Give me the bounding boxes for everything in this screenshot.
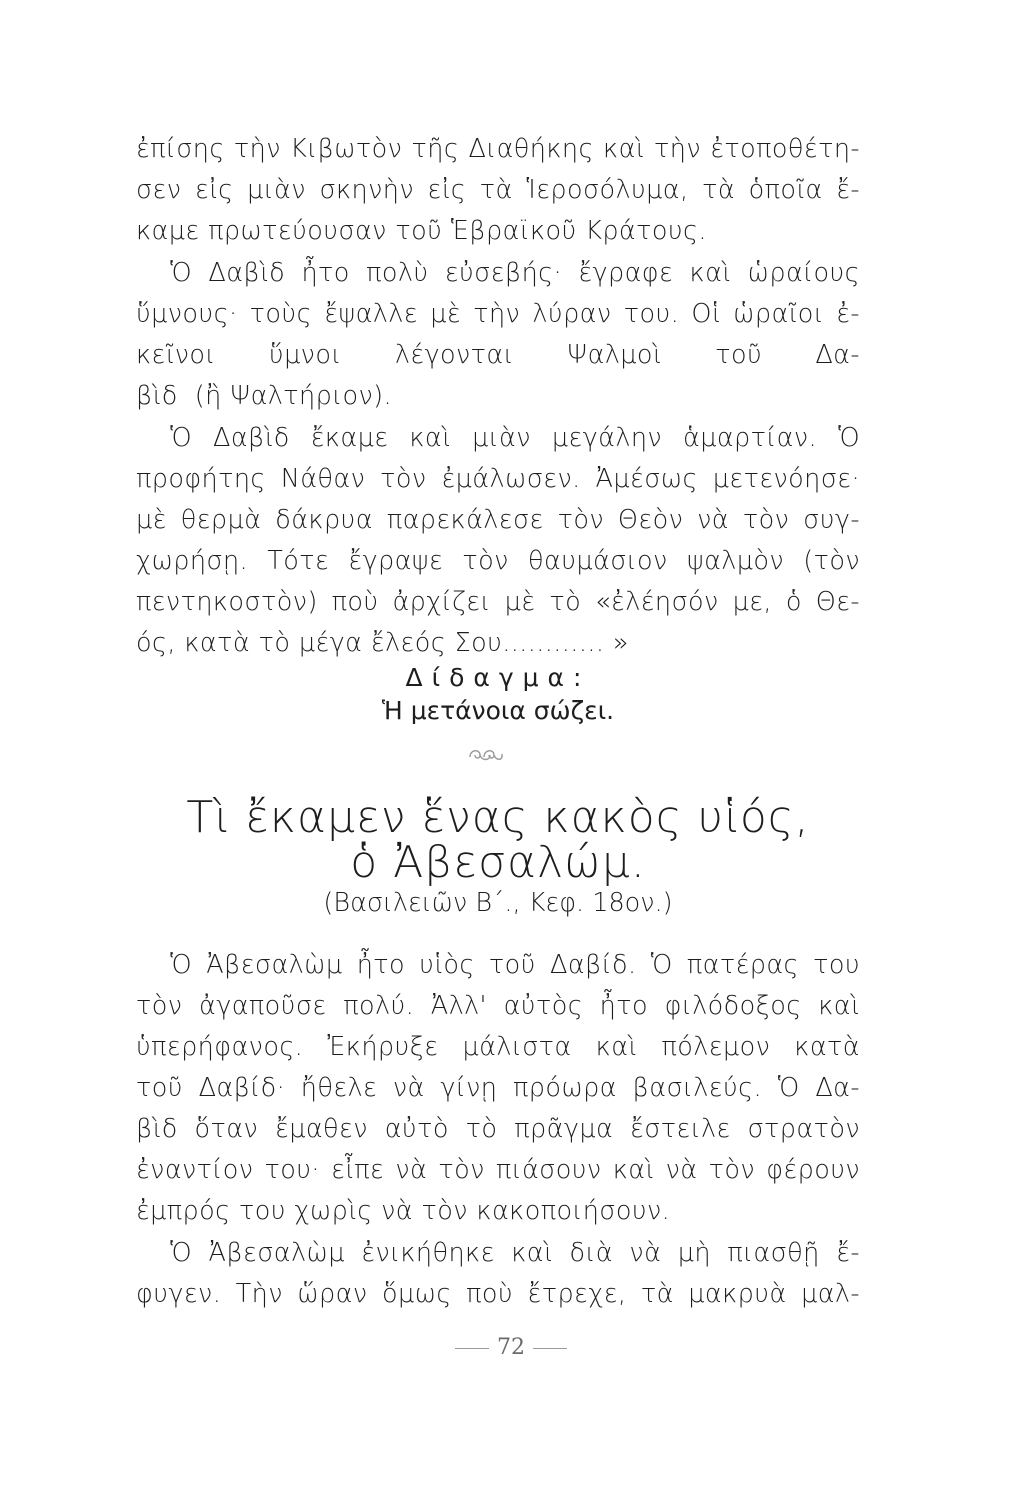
- text-line: βὶδ ὅταν ἔμαθεν αὐτὸ τὸ πρᾶγμα ἔστειλε στρατὸν: [136, 1114, 860, 1144]
- text-line: Ὁ Δαβὶδ ἦτο πολὺ εὐσεβής· ἔγραφε καὶ ὡραίους: [170, 258, 860, 288]
- page-number-value: 72: [497, 1335, 525, 1360]
- text-line: τὸν ἀγαποῦσε πολύ. Ἀλλ' αὐτὸς ἦτο φιλόδοξος καὶ: [136, 991, 860, 1021]
- text-line: καμε πρωτεύουσαν τοῦ Ἑβραϊκοῦ Κράτους.: [136, 216, 707, 246]
- text-line: προφήτης Νάθαν τὸν ἐμάλωσεν. Ἀμέσως μετενόησε·: [136, 464, 860, 494]
- text-line: βὶδ (ἢ Ψαλτήριον).: [136, 381, 392, 411]
- text-line: Ὁ Δαβὶδ ἔκαμε καὶ μιὰν μεγάλην ἁμαρτίαν. Ὁ: [170, 423, 860, 453]
- text-line: σεν εἰς μιὰν σκηνὴν εἰς τὰ Ἱεροσόλυμα, τὰ ὁποῖα ἔ-: [136, 175, 860, 205]
- chapter-reference: (Βασιλειῶν Β΄., Κεφ. 18ον.): [323, 888, 673, 918]
- chapter-title: Τὶ ἔκαμεν ἕνας κακὸς υἱός,: [186, 792, 810, 843]
- text-line: ὕμνους· τοὺς ἔψαλλε μὲ τὴν λύραν του. Οἱ ὡραῖοι ἐ-: [136, 299, 860, 329]
- text-line: ἐναντίον του· εἶπε νὰ τὸν πιάσουν καὶ νὰ τὸν φέρουν: [136, 1155, 860, 1185]
- page-number-dash-right: [533, 1348, 567, 1349]
- lesson-text: Ἡ μετάνοια σώζει.: [381, 696, 615, 725]
- text-line: πεντηκοστὸν) ποὺ ἀρχίζει μὲ τὸ «ἐλέησόν με, ὁ Θε-: [136, 587, 860, 617]
- page-number-dash-left: [455, 1348, 489, 1349]
- text-line: χωρήσῃ. Τότε ἔγραψε τὸν θαυμάσιον ψαλμὸν (τὸν: [136, 546, 860, 576]
- text-line: ἐμπρός του χωρὶς νὰ τὸν κακοποιήσουν.: [136, 1196, 671, 1226]
- text-line: τοῦ Δαβίδ· ἤθελε νὰ γίνῃ πρόωρα βασιλεύς. Ὁ Δα-: [136, 1073, 860, 1103]
- text-line: φυγεν. Τὴν ὥραν ὅμως ποὺ ἔτρεχε, τὰ μακρυὰ μαλ-: [136, 1279, 860, 1309]
- text-line: ἐπίσης τὴν Κιβωτὸν τῆς Διαθήκης καὶ τὴν ἐτοποθέτη-: [136, 134, 860, 164]
- text-line: ὑπερήφανος. Ἐκήρυξε μάλιστα καὶ πόλεμον κατὰ: [136, 1032, 860, 1062]
- lesson-label: Δίδαγμα:: [405, 663, 591, 692]
- text-line: Ὁ Ἀβεσαλὼμ ἐνικήθηκε καὶ διὰ νὰ μὴ πιασθῇ ἔ-: [170, 1238, 860, 1268]
- page-number: [436, 1334, 586, 1362]
- text-line: μὲ θερμὰ δάκρυα παρεκάλεσε τὸν Θεὸν νὰ τὸν συγ-: [136, 505, 860, 535]
- chapter-title-line2: ὁ Ἀβεσαλώμ.: [350, 837, 646, 888]
- ornament-icon: [466, 743, 506, 765]
- text-line: Ὁ Ἀβεσαλὼμ ἦτο υἱὸς τοῦ Δαβίδ. Ὁ πατέρας του: [170, 950, 860, 980]
- text-line: κεῖνοι ὕμνοι λέγονται Ψαλμοὶ τοῦ Δα-: [136, 340, 860, 370]
- text-line: ός, κατὰ τὸ μέγα ἔλεός Σου............ »: [136, 628, 629, 658]
